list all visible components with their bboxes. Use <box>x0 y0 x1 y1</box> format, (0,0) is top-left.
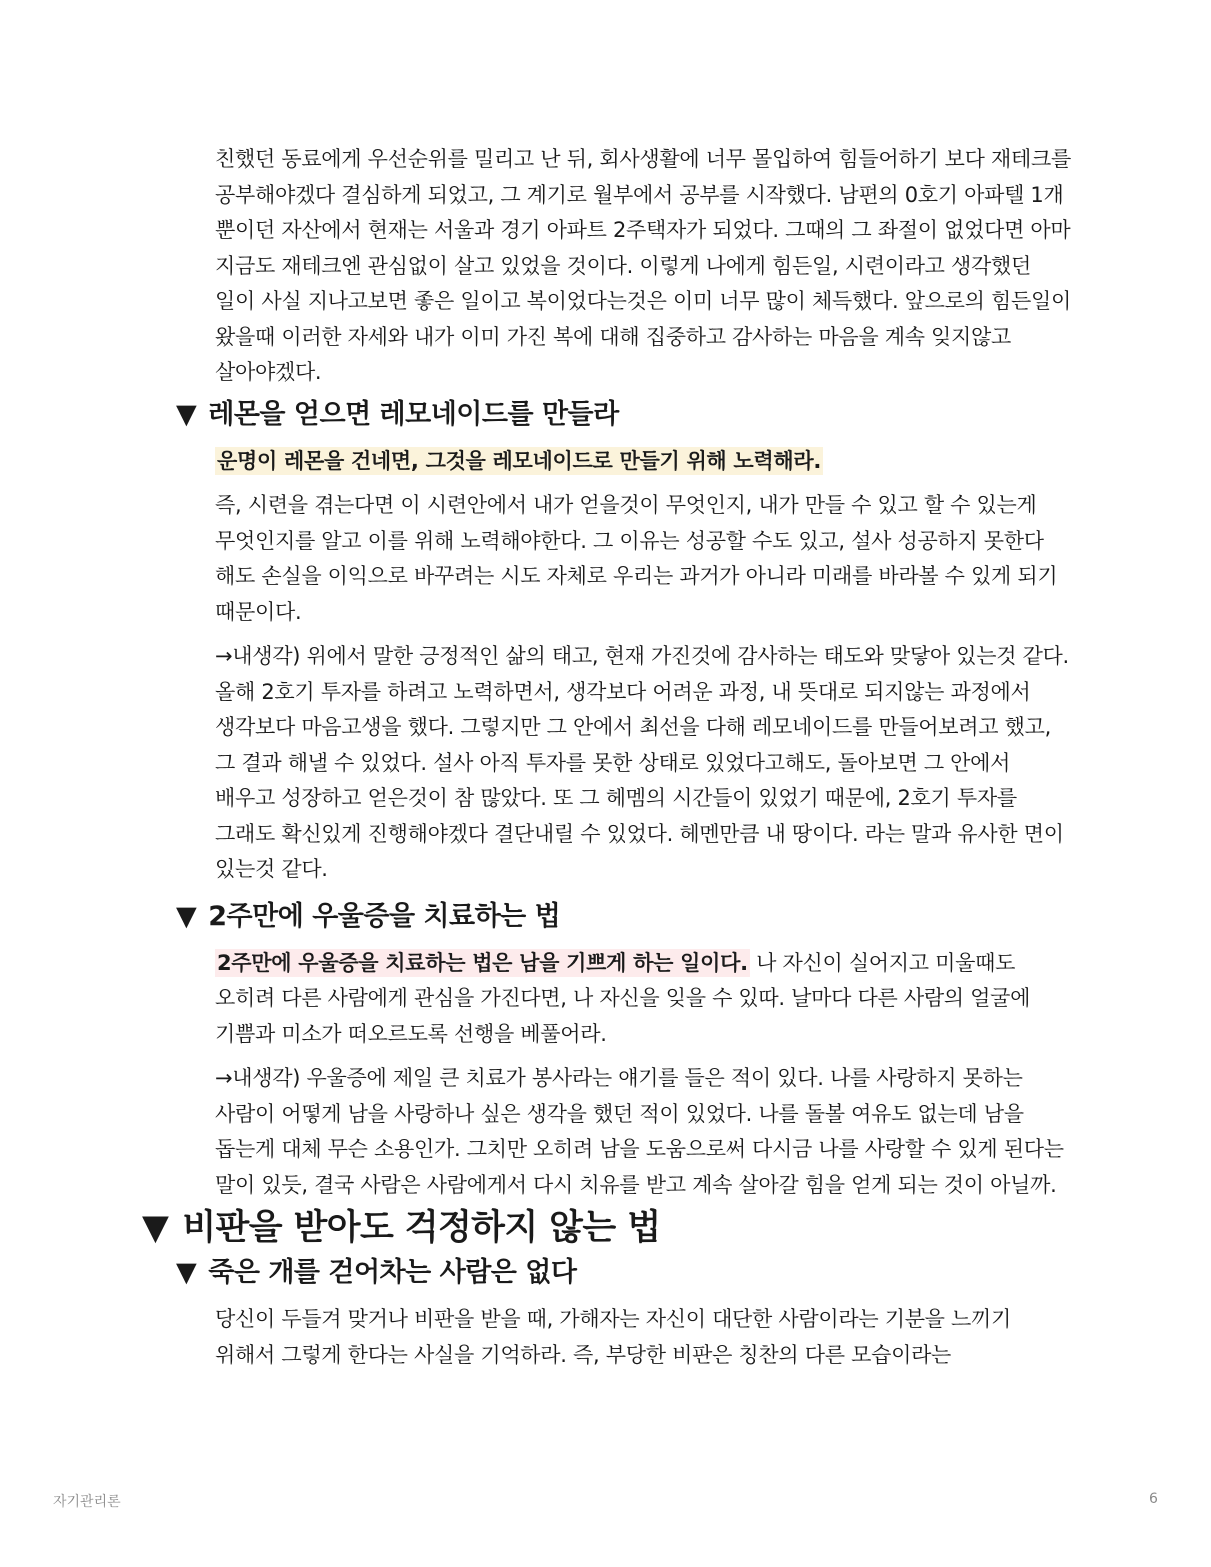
paragraph-intro: 친했던 동료에게 우선순위를 밀리고 난 뒤, 회사생활에 너무 몰입하여 힘들어하기 보다 재테크를 공부해야겠다 결심하게 되었고, 그 계기로 월부에서 공부를 시작했다. 남편의 0호기 아파텔 1개 뿐이던 자산에서 현재는 서울과 경기 아파트 2주택자가 되었다. 그때의 그 좌절이 없었다면 아마 지금도 재테크엔 관심없이 살고 있었을 것이다. 이렇게 나에게 힘든일, 시련이라고 생각했던 일이 사실 지나고보면 좋은 일이고 복이었다는것은 이미 너무 많이 체득했다. 앞으로의 힘든일이 왔을때 이러한 자세와 내가 이미 가진 복에 대해 집중하고 감사하는 마음을 계속 잊지않고 살아야겠다. <box>215 147 1071 384</box>
document-body <box>0 142 1211 1373</box>
toggle-heading-lemon[interactable] <box>176 395 1211 435</box>
toggle-heading-dog[interactable] <box>176 1253 1211 1293</box>
toggle-triangle-icon[interactable]: ▼ <box>176 398 197 430</box>
toggle-triangle-icon[interactable]: ▼ <box>142 1208 169 1248</box>
paragraph-depression-2: →내생각) 우울증에 제일 큰 치료가 봉사라는 얘기를 들은 적이 있다. 나를 사랑하지 못하는 사람이 어떻게 남을 사랑하나 싶은 생각을 했던 적이 있었다. 나를 돌볼 여유도 없는데 남을 돕는게 대체 무슨 소용인가. 그치만 오히려 남을 도움으로써 다시금 나를 사랑할 수 있게 된다는 말이 있듯, 결국 사람은 사람에게서 다시 치유를 받고 계속 살아갈 힘을 얻게 되는 것이 아닐까. <box>215 1066 1064 1197</box>
paragraph-lemon-1: 즉, 시련을 겪는다면 이 시련안에서 내가 얻을것이 무엇인지, 내가 만들 수 있고 할 수 있는게 무엇인지를 알고 이를 위해 노력해야한다. 그 이유는 성공할 수도 있고, 설사 성공하지 못한다 해도 손실을 이익으로 바꾸려는 시도 자체로 우리는 과거가 아니라 미래를 바라볼 수 있게 되기 때문이다. <box>215 493 1058 624</box>
quote-continuation: 나 자신이 실어지고 미울때도 오히려 다른 사람에게 관심을 가진다면, 나 자신을 잊을 수 있따. 날마다 다른 사람의 얼굴에 기쁨과 미소가 떠오르도록 선행을 베풀어라. <box>215 950 1031 1046</box>
highlight-quote: 운명이 레몬을 건네면, 그것을 레모네이드로 만들기 위해 노력해라. <box>217 448 822 473</box>
heading-text: 2주만에 우울증을 치료하는 법 <box>208 900 561 932</box>
heading-text: 레몬을 얻으면 레모네이드를 만들라 <box>208 398 619 430</box>
toggle-triangle-icon[interactable]: ▼ <box>176 900 197 932</box>
toggle-heading-depression[interactable] <box>176 897 1211 937</box>
toggle-heading-criticism[interactable] <box>142 1203 1211 1253</box>
heading-text: 비판을 받아도 걱정하지 않는 법 <box>182 1208 661 1248</box>
footer-document-title: 자기관리론 <box>53 1494 121 1510</box>
heading-text: 죽은 개를 걷어차는 사람은 없다 <box>208 1257 577 1288</box>
paragraph-lemon-2: →내생각) 위에서 말한 긍정적인 삶의 태고, 현재 가진것에 감사하는 태도와 맞닿아 있는것 같다. 올해 2호기 투자를 하려고 노력하면서, 생각보다 어려운 과정, 내 뜻대로 되지않는 과정에서 생각보다 마음고생을 했다. 그렇지만 그 안에서 최선을 다해 레모네이드를 만들어보려고 했고, 그 결과 해낼 수 있었다. 설사 아직 투자를 못한 상태로 있었다고해도, 돌아보면 그 안에서 배우고 성장하고 얻은것이 참 많았다. 또 그 헤멤의 시간들이 있었기 때문에, 2호기 투자를 그래도 확신있게 진행해야겠다 결단내릴 수 있었다. 헤멘만큼 내 땅이다. 라는 말과 유사한 면이 있는것 같다. <box>215 644 1069 881</box>
paragraph-depression-1 <box>215 946 1075 1053</box>
paragraph-dog-1: 당신이 두들겨 맞거나 비판을 받을 때, 가해자는 자신이 대단한 사람이라는 기분을 느끼기 위해서 그렇게 한다는 사실을 기억하라. 즉, 부당한 비판은 칭찬의 다른 모습이라는 <box>215 1307 1011 1367</box>
quote-lemon <box>215 444 1075 480</box>
footer-page-number: 6 <box>1149 1491 1158 1507</box>
highlight-quote: 2주만에 우울증을 치료하는 법은 남을 기쁘게 하는 일이다. <box>217 950 748 975</box>
toggle-triangle-icon[interactable]: ▼ <box>176 1257 197 1288</box>
